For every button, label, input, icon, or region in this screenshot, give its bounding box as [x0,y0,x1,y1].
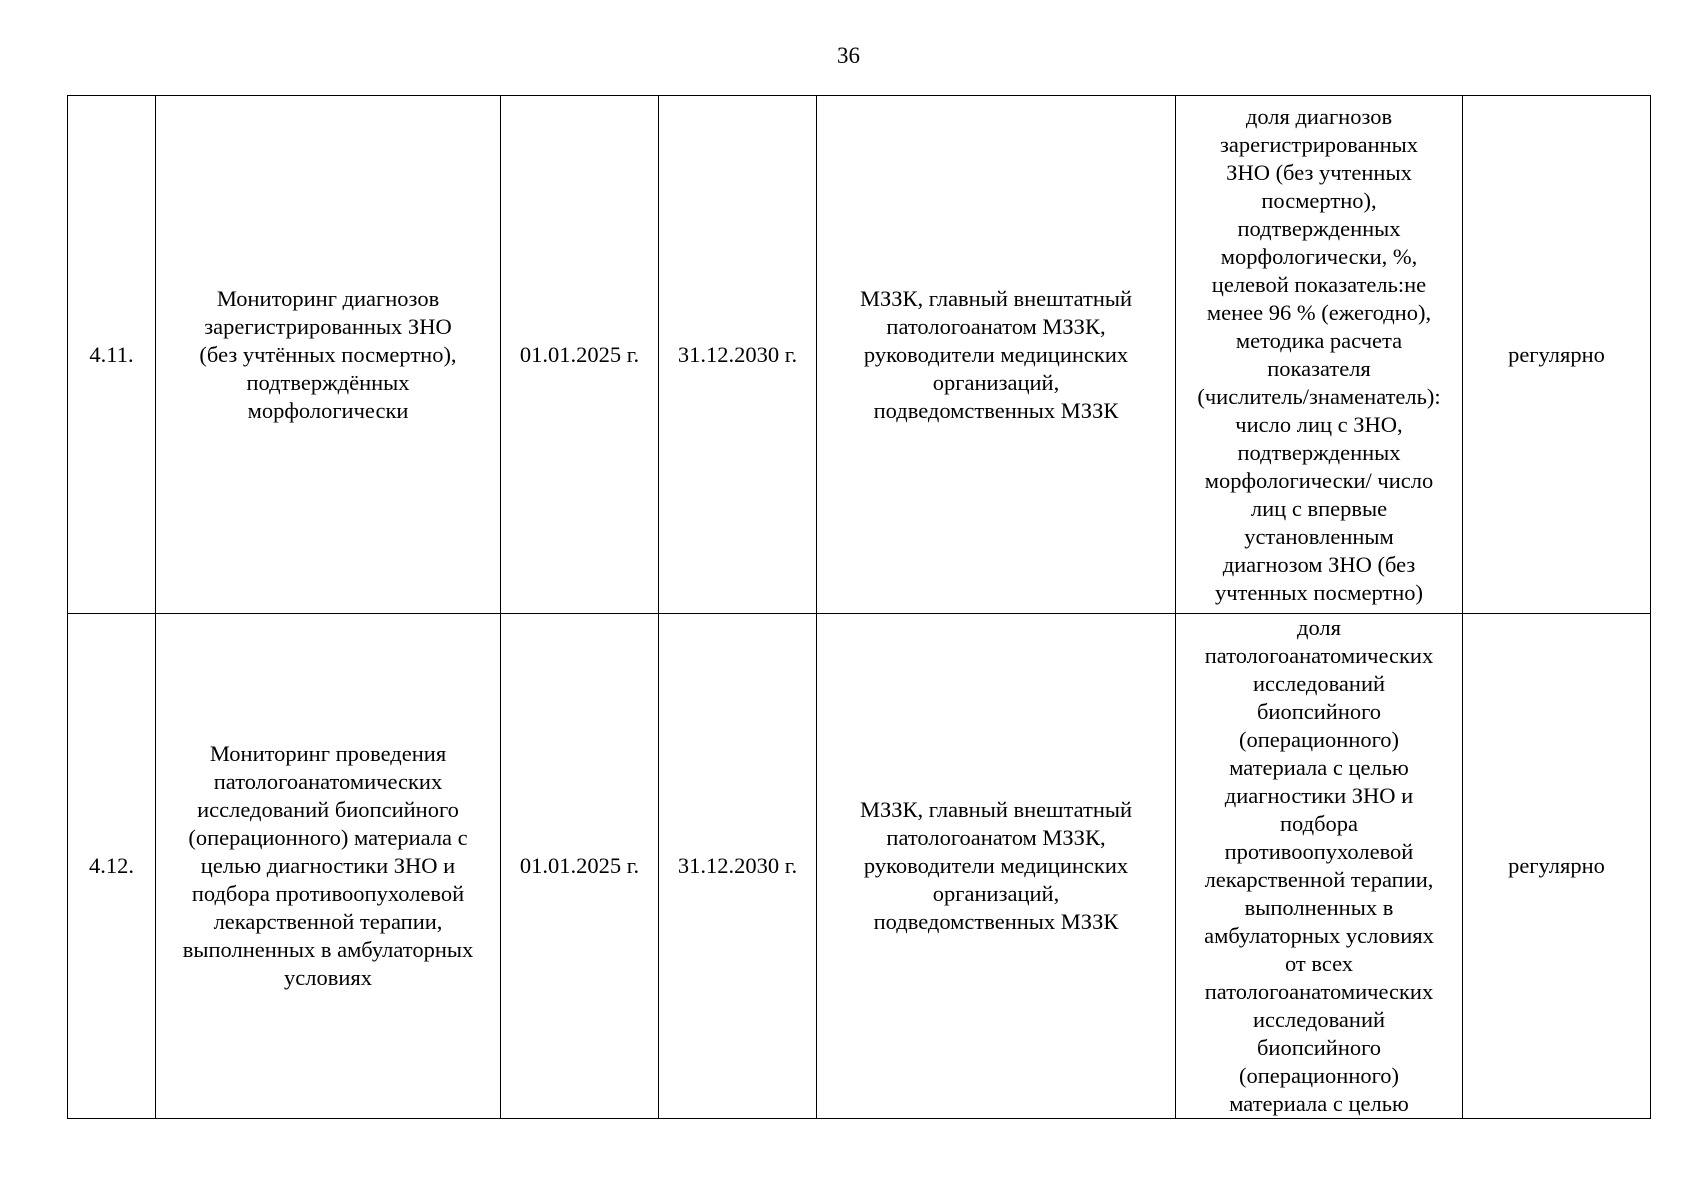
activity-name-cell: Мониторинг диагнозов зарегистрированных ЗНО (без учтённых посмертно), подтверждённых морфологически [156,96,501,614]
end-date-cell: 31.12.2030 г. [659,96,817,614]
activity-name-cell: Мониторинг проведения патологоанатомических исследований биопсийного (операционного) материала с целью диагностики ЗНО и подбора противоопухолевой лекарственной терапии, выполненных в амбулаторных условиях [156,614,501,1119]
indicator-cell: доля диагнозов зарегистрированных ЗНО (без учтенных посмертно), подтвержденных морфологически, %, целевой показатель:не менее 96 % (ежегодно), методика расчета показателя (числитель/знаменатель): число лиц с ЗНО, подтвержденных морфологически/ число лиц с впервые установленным диагнозом ЗНО (без учтенных посмертно) [1176,96,1463,614]
responsible-cell: МЗЗК, главный внештатный патологоанатом МЗЗК, руководители медицинских организаций, подведомственных МЗЗК [817,614,1176,1119]
frequency-cell: регулярно [1463,96,1651,614]
page-number: 36 [837,43,860,68]
item-number-cell: 4.11. [68,96,156,614]
frequency-cell: регулярно [1463,614,1651,1119]
table-row [68,614,1651,1119]
start-date-cell: 01.01.2025 г. [501,96,659,614]
indicator-cell: доля патологоанатомических исследований биопсийного (операционного) материала с целью диагностики ЗНО и подбора противоопухолевой лекарственной терапии, выполненных в амбулаторных условиях от всех патологоанатомических исследований биопсийного (операционного) материала с целью [1176,614,1463,1119]
plan-table [67,95,1651,1119]
responsible-cell: МЗЗК, главный внештатный патологоанатом МЗЗК, руководители медицинских организаций, подведомственных МЗЗК [817,96,1176,614]
start-date-cell: 01.01.2025 г. [501,614,659,1119]
item-number-cell: 4.12. [68,614,156,1119]
end-date-cell: 31.12.2030 г. [659,614,817,1119]
table-row [68,96,1651,614]
